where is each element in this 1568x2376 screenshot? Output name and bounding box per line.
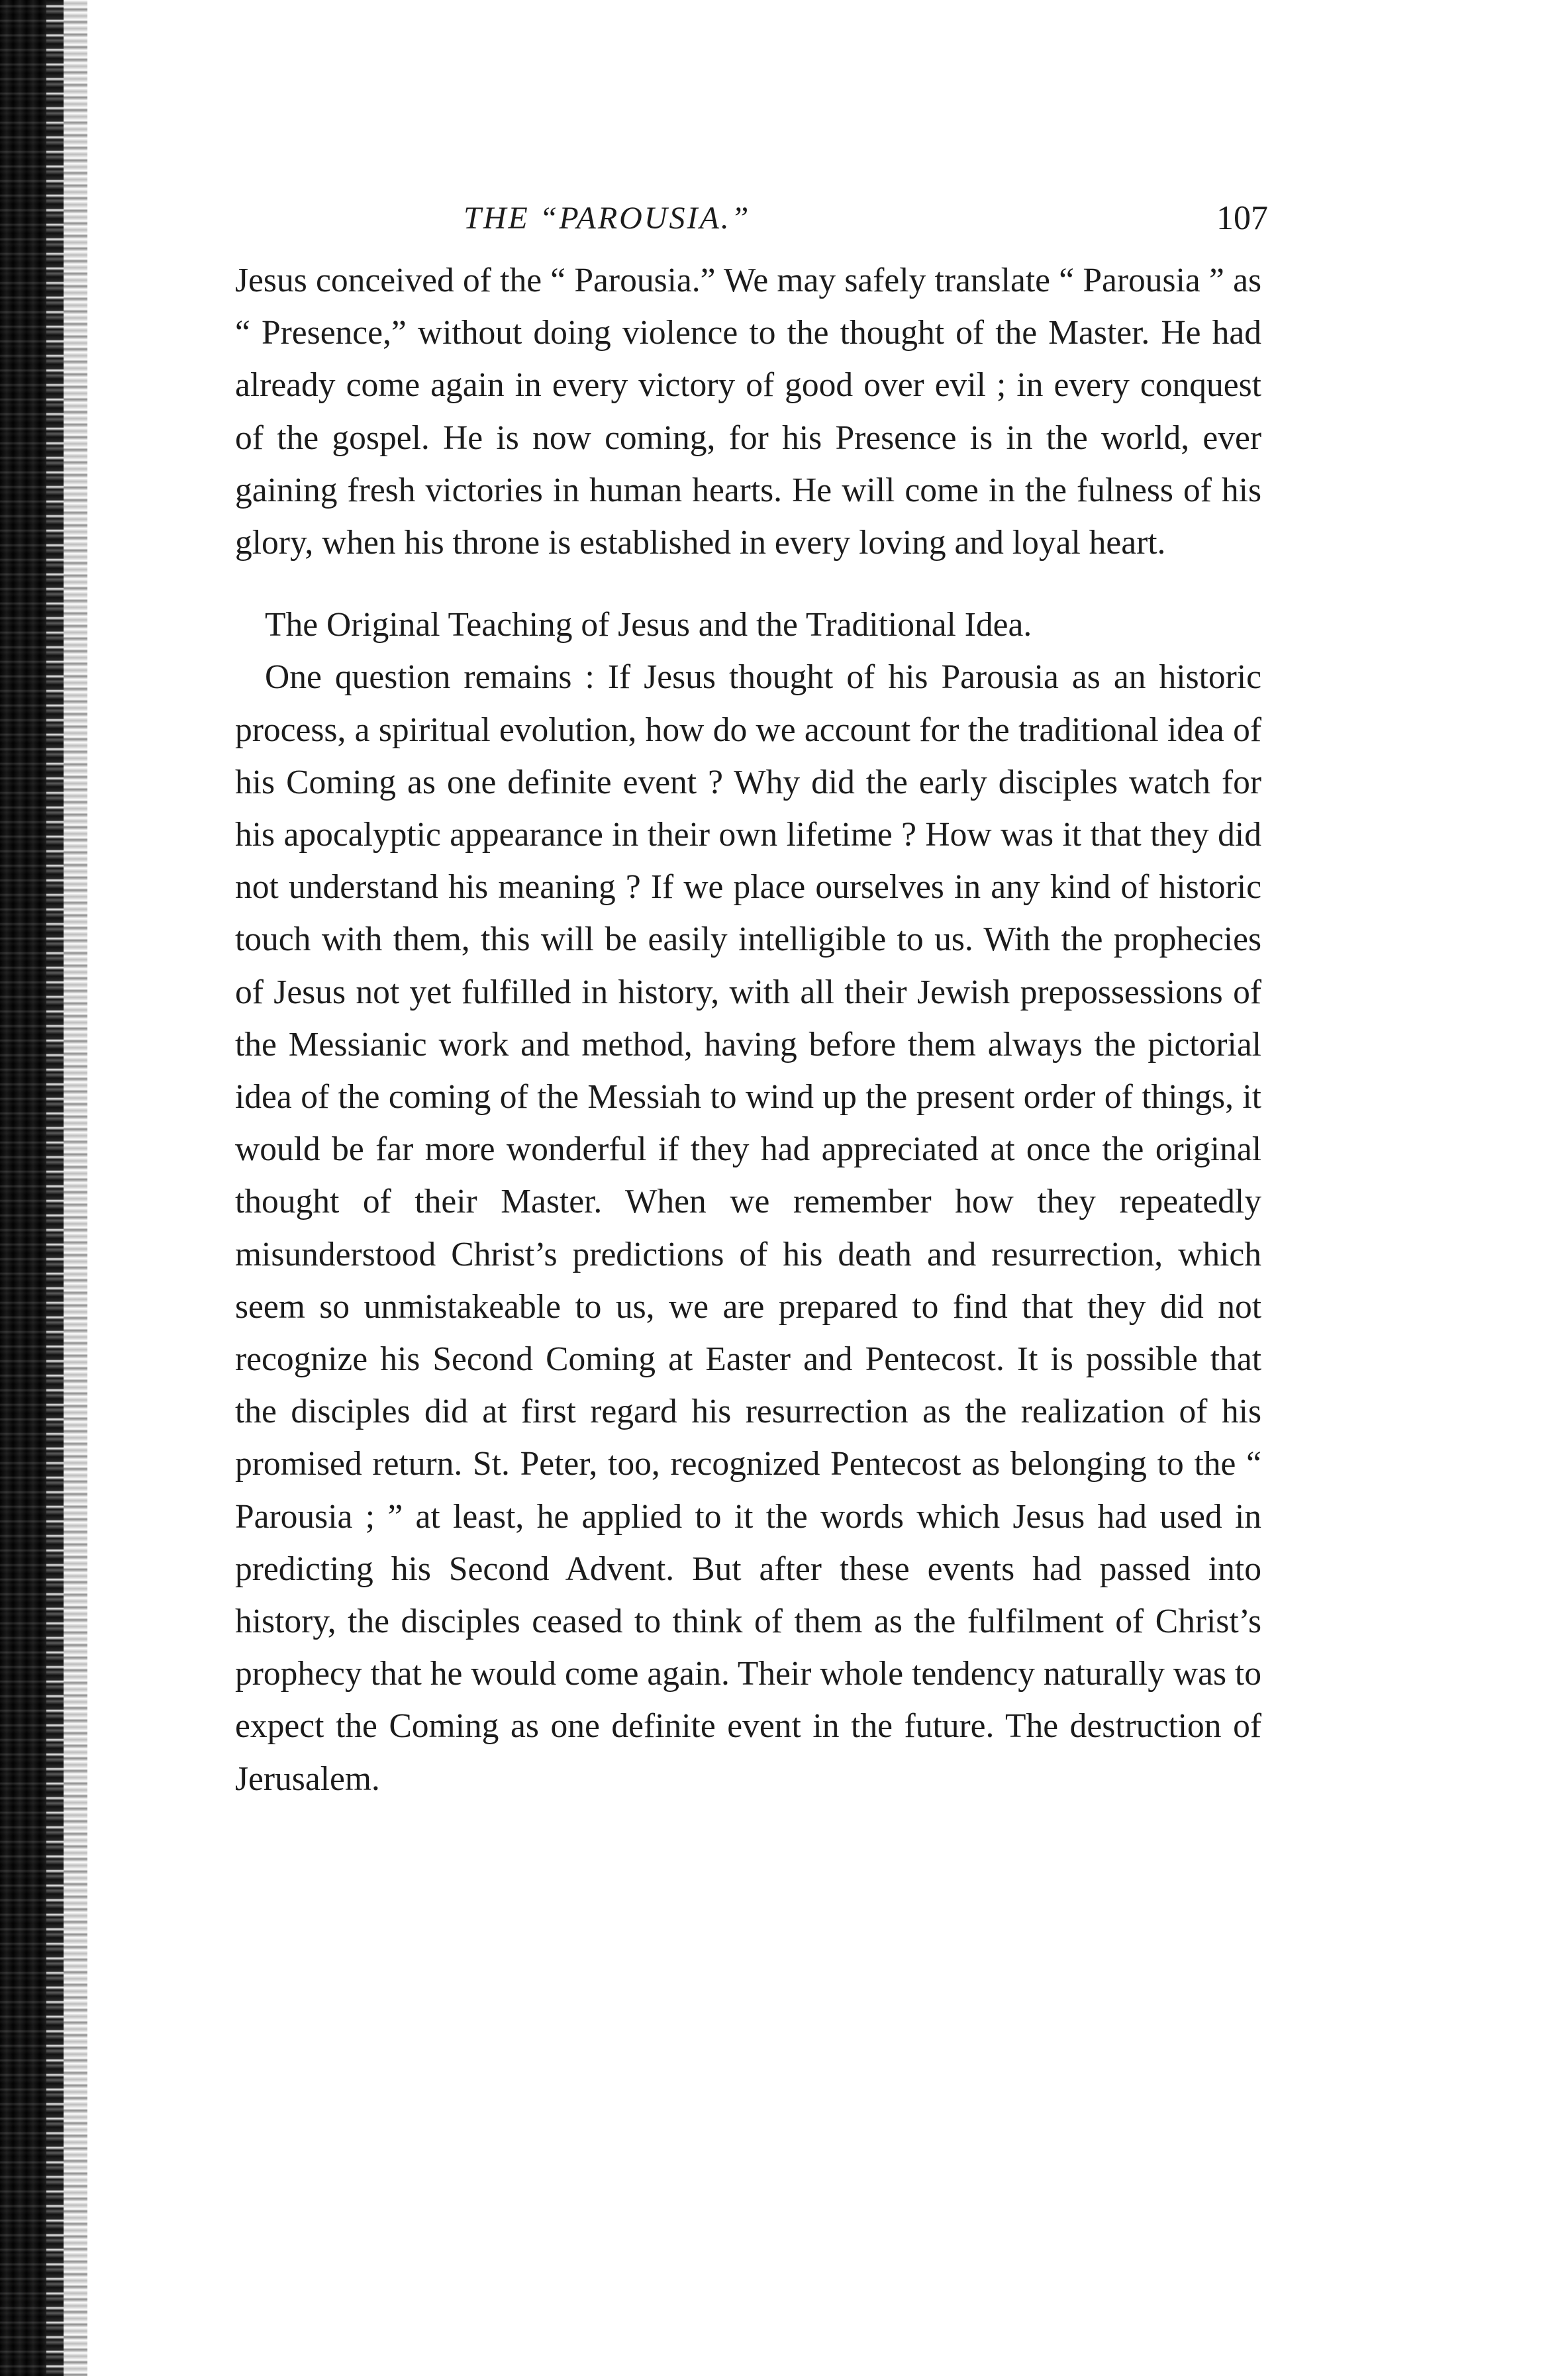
page-number: 107 — [1216, 199, 1268, 237]
section-heading: The Original Teaching of Jesus and the Traditional Idea. — [265, 606, 1032, 644]
running-title: THE “PAROUSIA.” — [464, 201, 751, 236]
book-page — [235, 192, 1268, 1805]
running-header — [235, 192, 1268, 245]
paragraph-1: Jesus conceived of the “ Parousia.” We may safely translate “ Parousia ” as “ Presence,” without doing violence to the thought of the Master. He had already come again in every victory of good over evil ; in every conquest of the gospel. He is now coming, for his Presence is in the world, ever gaining fresh victories in human hearts. He will come in the fulness of his glory, when his throne is established in every loving and loyal heart. — [235, 262, 1261, 562]
paragraph-2: One question remains : If Jesus thought of his Parousia as an historic process, a spiritual evolution, how do we account for the traditional idea of his Coming as one definite event ? Why did the early disciples watch for his apocalyptic appearance in their own lifetime ? How was it that they did not understand his meaning ? If we place ourselves in any kind of historic touch with them, this will be easily intelligible to us. With the prophecies of Jesus not yet fulfilled in history, with all their Jewish prepossessions of the Messianic work and method, having before them always the pictorial idea of the coming of the Messiah to wind up the present order of things, it would be far more wonderful if they had appreciated at once the original thought of their Master. When we remember how they repeatedly misunderstood Christ’s predictions of his death and resurrection, which seem so unmistakeable to us, we are prepared to find that they did not recognize his Second Coming at Easter and Pentecost. It is possible that the disciples did at first regard his resurrection as the realization of his promised return. St. Peter, too, recognized Pentecost as belonging to the “ Parousia ; ” at least, he applied to it the words which Jesus had used in predicting his Second Advent. But after these events had passed into history, the disciples ceased to think of them as the fulfilment of Christ’s prophecy that he would come again. Their whole tendency naturally was to expect the Coming as one definite event in the future. The destruction of Jerusalem. — [235, 658, 1261, 1798]
book-gutter — [0, 0, 46, 2376]
